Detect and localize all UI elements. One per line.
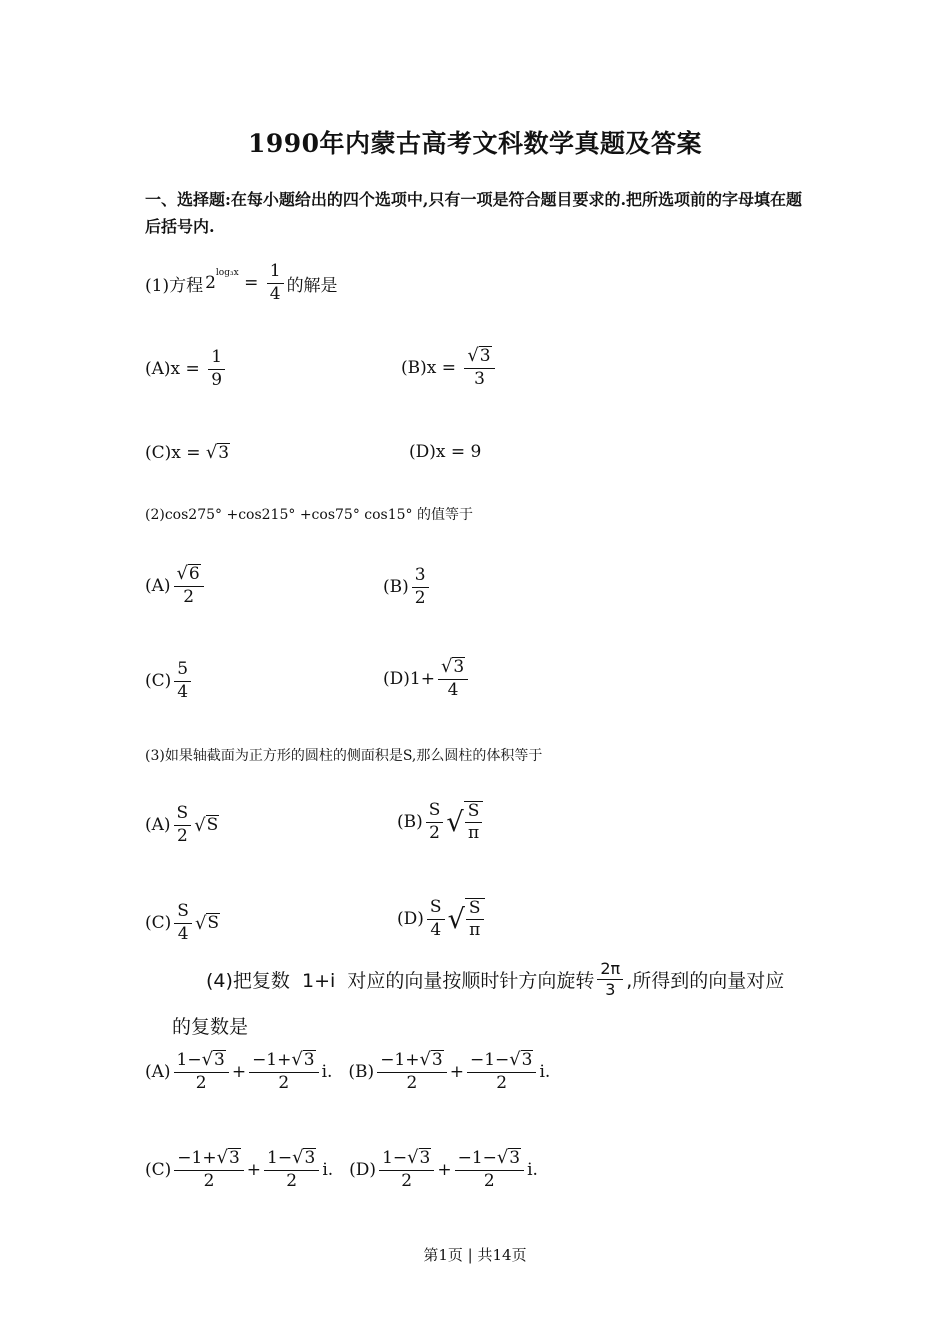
radical: √ S — [194, 912, 219, 934]
q1-base: 2 — [205, 273, 216, 294]
denominator: 4 — [177, 681, 189, 702]
radical: √ 3 — [292, 1147, 316, 1169]
option-fraction — [174, 660, 191, 702]
denominator: 4 — [447, 679, 459, 700]
q3-option-c — [145, 902, 220, 944]
section-instructions: 一、选择题:在每小题给出的四个选项中,只有一项是符合题目要求的.把所选项前的字母填在题后括号内. — [145, 190, 803, 236]
radicand: 6 — [188, 564, 200, 585]
numerator-prefix: 1− — [382, 1148, 408, 1168]
q1-option-b — [401, 346, 498, 389]
option-label: (C) — [145, 671, 172, 692]
radical: √ 3 — [496, 1147, 521, 1169]
option-fraction — [464, 346, 494, 389]
denominator: 4 — [177, 923, 189, 944]
radical: √ 3 — [464, 346, 494, 369]
option-label: (A) — [145, 815, 171, 836]
denominator: 2 — [203, 1170, 215, 1191]
radicand: 3 — [228, 1148, 240, 1169]
radicand: 3 — [521, 1050, 533, 1071]
q4-options-cd — [145, 1148, 538, 1191]
radicand: 3 — [218, 442, 230, 463]
denominator: 2 — [286, 1170, 298, 1191]
question-4-line-1 — [206, 960, 784, 1000]
denominator: 2 — [406, 1072, 418, 1093]
option-fraction-2 — [264, 1148, 319, 1191]
numerator: S — [174, 902, 192, 924]
radicand-fraction — [464, 801, 484, 842]
q1-option-a — [145, 348, 228, 390]
option-label: (D) — [409, 442, 436, 462]
radicand: 3 — [303, 1050, 315, 1071]
option-prefix: x = — [426, 357, 462, 378]
option-fraction-1 — [379, 1148, 434, 1191]
radicand: 3 — [453, 657, 465, 678]
option-label: (C) — [145, 442, 172, 463]
numerator-prefix: 1− — [267, 1148, 293, 1168]
denominator: 4 — [430, 919, 442, 940]
q3-option-d — [397, 898, 485, 940]
question-1 — [145, 262, 338, 304]
question-4-line-2: 的复数是 — [172, 1016, 249, 1038]
radicand: 3 — [479, 346, 491, 367]
q3-option-b — [397, 801, 483, 843]
option-fraction — [427, 898, 445, 940]
q4-text: (4)把复数 1+i 对应的向量按顺时针方向旋转 — [206, 970, 595, 993]
q2-option-a — [145, 564, 207, 607]
numerator: 1 — [208, 348, 225, 370]
plus-sign: + — [449, 1061, 464, 1082]
radical: √ $\frac{S}{\pi}$ — [446, 801, 483, 842]
denominator: 2 — [195, 1072, 207, 1093]
option-label: (C) — [145, 1159, 172, 1180]
option-text: x = 9 — [435, 442, 482, 462]
option-label: (A) — [145, 359, 171, 380]
q4-options-ab — [145, 1050, 550, 1093]
question-3: (3)如果轴截面为正方形的圆柱的侧面积是S,那么圆柱的体积等于 — [145, 748, 543, 764]
option-tail: i. — [322, 1159, 334, 1180]
option-label: (A) — [145, 575, 171, 596]
page-title: 1990年内蒙古高考文科数学真题及答案 — [247, 129, 703, 158]
radicand: 3 — [304, 1148, 316, 1169]
plus-sign: + — [231, 1061, 247, 1082]
plus-sign: + — [437, 1159, 452, 1180]
radical: √ 3 — [216, 1147, 240, 1169]
denominator: 2 — [496, 1072, 508, 1093]
option-label: (B) — [383, 577, 409, 598]
q1-option-c — [145, 442, 230, 463]
option-tail: i. — [539, 1061, 551, 1082]
denominator: 2 — [183, 586, 195, 607]
option-fraction — [208, 348, 225, 390]
numerator: 2π — [597, 960, 623, 980]
denominator: 2 — [401, 1170, 413, 1191]
radical: √ 3 — [438, 657, 468, 680]
option-fraction-2 — [249, 1050, 319, 1093]
numerator-prefix: −1− — [457, 1148, 497, 1168]
question-2: (2)cos275° +cos215° +cos75° cos15° 的值等于 — [145, 507, 473, 523]
radical: √ 3 — [201, 1049, 225, 1071]
numerator-prefix: −1+ — [252, 1050, 292, 1070]
radicand: 3 — [431, 1050, 443, 1071]
numerator: 5 — [174, 660, 191, 682]
q2-option-c — [145, 660, 194, 702]
option-fraction-1 — [377, 1050, 447, 1093]
radical: √ 3 — [291, 1049, 315, 1071]
q2-option-d — [383, 657, 471, 700]
q1-label: (1)方程 — [145, 275, 204, 296]
option-fraction — [426, 801, 444, 843]
q1-exponent: log₃x — [215, 268, 239, 279]
radicand: 3 — [419, 1148, 431, 1169]
option-label: (D) — [349, 1159, 377, 1180]
denominator: 9 — [211, 369, 223, 390]
radicand: 3 — [213, 1050, 225, 1071]
q1-option-d — [409, 442, 481, 462]
q3-option-a — [145, 804, 219, 846]
q1-numerator: 1 — [267, 262, 284, 284]
radical: √ 3 — [407, 1147, 431, 1169]
denominator: 2 — [414, 587, 426, 608]
numerator: 3 — [412, 566, 429, 588]
option-label: (D) — [397, 909, 424, 930]
radical: √ 3 — [509, 1049, 533, 1071]
denominator: 3 — [474, 368, 485, 389]
option-fraction — [174, 804, 192, 846]
radicand-fraction — [465, 898, 485, 939]
option-fraction-2 — [455, 1148, 525, 1191]
option-fraction — [438, 657, 468, 700]
denominator: 2 — [483, 1170, 495, 1191]
option-prefix: x = — [171, 442, 206, 463]
option-fraction — [174, 902, 192, 944]
radical: √ S — [194, 814, 219, 836]
denominator: 2 — [176, 825, 188, 846]
q2-option-b — [383, 566, 432, 608]
numerator: S — [465, 802, 483, 823]
option-tail: i. — [321, 1061, 333, 1082]
option-tail: i. — [527, 1159, 538, 1180]
option-prefix: x = — [170, 359, 206, 380]
option-fraction — [412, 566, 429, 608]
numerator-prefix: −1− — [469, 1050, 510, 1070]
denominator: 2 — [429, 822, 440, 843]
denominator: π — [469, 920, 481, 941]
q4-text-tail: ,所得到的向量对应 — [626, 970, 785, 993]
radical: √ $\frac{S}{\pi}$ — [448, 898, 485, 939]
option-fraction — [174, 564, 204, 607]
option-label: (B) — [348, 1061, 375, 1082]
option-fraction-1 — [174, 1148, 244, 1191]
radicand: S — [206, 815, 219, 836]
q1-denominator: 4 — [269, 283, 281, 304]
option-fraction-2 — [467, 1050, 537, 1093]
denominator: 2 — [278, 1072, 290, 1093]
radicand: 3 — [509, 1148, 521, 1169]
numerator: S — [466, 899, 484, 920]
radical: √ 6 — [174, 564, 204, 587]
numerator: S — [427, 898, 445, 920]
option-label: (B) — [397, 812, 423, 833]
radical: √ 3 — [205, 442, 230, 463]
q1-tail: 的解是 — [286, 275, 338, 296]
denominator: π — [467, 823, 480, 844]
option-fraction-1 — [174, 1050, 229, 1093]
page-footer: 第1页 | 共14页 — [423, 1246, 527, 1264]
numerator: S — [174, 804, 192, 826]
radical: √ 3 — [419, 1049, 443, 1071]
option-label: (A) — [145, 1061, 171, 1082]
option-prefix: 1+ — [409, 668, 435, 689]
numerator-prefix: −1+ — [177, 1148, 217, 1168]
numerator-prefix: −1+ — [380, 1050, 420, 1070]
q1-equals: = — [238, 273, 264, 294]
q4-fraction — [597, 960, 623, 1000]
plus-sign: + — [246, 1159, 262, 1180]
numerator: S — [426, 801, 444, 823]
radicand: S — [207, 913, 219, 934]
numerator-prefix: 1− — [176, 1050, 202, 1070]
option-label: (C) — [145, 913, 172, 934]
q1-fraction — [267, 262, 284, 304]
denominator: 3 — [605, 980, 616, 1000]
option-label: (B) — [401, 357, 427, 378]
option-label: (D) — [383, 668, 410, 689]
